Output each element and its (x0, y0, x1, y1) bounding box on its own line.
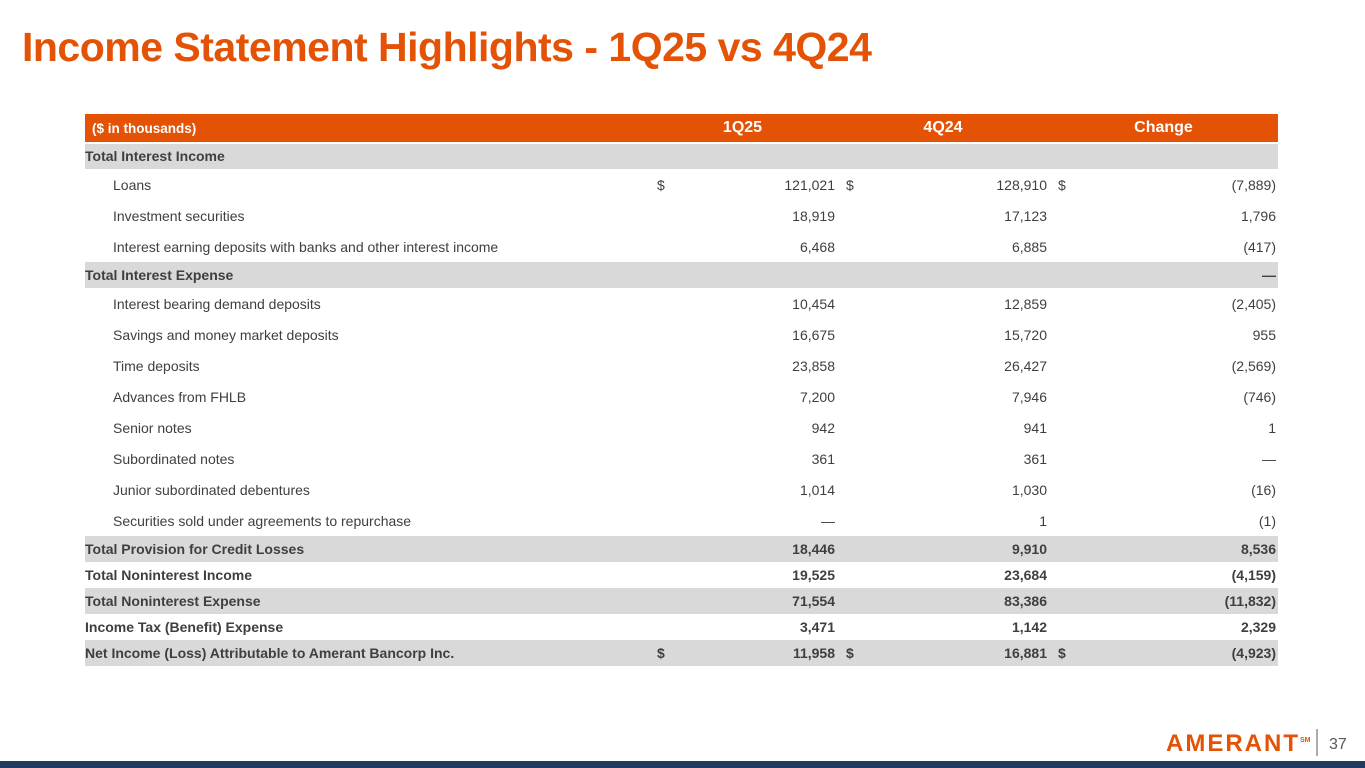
cell-value: (7,889) (1231, 176, 1276, 193)
row-value (1049, 350, 1278, 381)
row-value (837, 640, 1049, 666)
row-label: Subordinated notes (113, 450, 235, 467)
table-row (85, 288, 1278, 319)
row-value (648, 169, 837, 200)
table-row (85, 640, 1278, 666)
cell-value: (16) (1251, 481, 1276, 498)
row-value (837, 505, 1049, 536)
column-header-4q24: 4Q24 (923, 119, 963, 136)
row-label: Time deposits (113, 357, 200, 374)
row-value (1049, 588, 1278, 614)
logo-text: AMERANT (1166, 730, 1300, 757)
row-value (837, 562, 1049, 588)
dollar-sign: $ (657, 644, 665, 661)
row-value (837, 262, 1049, 288)
table-row (85, 614, 1278, 640)
cell-value: 71,554 (792, 592, 835, 609)
column-header-1q25: 1Q25 (722, 119, 763, 136)
row-value (648, 319, 837, 350)
table-row (85, 231, 1278, 262)
cell-value: 128,910 (996, 176, 1047, 193)
cell-value: (2,405) (1231, 295, 1276, 312)
row-value (837, 169, 1049, 200)
table-row (85, 443, 1278, 474)
amerant-logo (1166, 732, 1311, 756)
row-value (837, 200, 1049, 231)
row-label: Income Tax (Benefit) Expense (85, 619, 284, 636)
page-number: 37 (1329, 736, 1347, 753)
row-label: Interest bearing demand deposits (113, 295, 321, 312)
cell-value: 18,919 (792, 207, 835, 224)
row-value (648, 640, 837, 666)
cell-value: 18,446 (792, 540, 835, 557)
row-value (648, 474, 837, 505)
cell-value: 1,142 (1011, 619, 1047, 636)
row-value (1049, 288, 1278, 319)
dollar-sign: $ (1058, 644, 1066, 661)
cell-value: 17,123 (1004, 207, 1047, 224)
cell-value: 16,881 (1004, 644, 1047, 661)
row-value (648, 262, 837, 288)
row-value (837, 412, 1049, 443)
table-row (85, 412, 1278, 443)
table-row (85, 169, 1278, 200)
table-row (85, 562, 1278, 588)
cell-value: 10,454 (792, 295, 835, 312)
cell-value: 2,329 (1240, 619, 1276, 636)
row-value (837, 443, 1049, 474)
row-value (648, 200, 837, 231)
dollar-sign: $ (657, 176, 665, 193)
table-row (85, 262, 1278, 288)
row-value (648, 231, 837, 262)
row-value (837, 288, 1049, 319)
row-label: Savings and money market deposits (113, 326, 339, 343)
row-label: Total Noninterest Income (85, 567, 252, 584)
row-label: Advances from FHLB (113, 388, 247, 405)
row-value (1049, 381, 1278, 412)
row-label: Junior subordinated debentures (113, 481, 310, 498)
cell-value: 941 (1023, 419, 1047, 436)
row-value (648, 505, 837, 536)
cell-value: — (1262, 266, 1276, 283)
row-value (837, 350, 1049, 381)
row-value (1049, 143, 1278, 169)
cell-value: 19,525 (792, 567, 835, 584)
cell-value: 1,014 (799, 481, 835, 498)
cell-value: 11,958 (792, 644, 835, 661)
cell-value: (746) (1243, 388, 1276, 405)
row-label: Investment securities (113, 207, 245, 224)
cell-value: 12,859 (1004, 295, 1047, 312)
row-value (837, 231, 1049, 262)
cell-value: (417) (1243, 238, 1276, 255)
row-value (837, 614, 1049, 640)
cell-value: 361 (1023, 450, 1047, 467)
row-value (648, 614, 837, 640)
row-value (1049, 562, 1278, 588)
row-value (837, 474, 1049, 505)
row-value (837, 536, 1049, 562)
row-value (1049, 231, 1278, 262)
row-value (648, 443, 837, 474)
row-value (837, 381, 1049, 412)
table-row (85, 381, 1278, 412)
cell-value: (1) (1258, 512, 1276, 529)
cell-value: 6,468 (799, 238, 835, 255)
row-value (1049, 640, 1278, 666)
table-row (85, 350, 1278, 381)
dollar-sign: $ (846, 644, 854, 661)
row-value (648, 412, 837, 443)
table-body (85, 143, 1278, 666)
cell-value: 26,427 (1004, 357, 1047, 374)
row-value (648, 536, 837, 562)
table-row (85, 143, 1278, 169)
table-row (85, 319, 1278, 350)
table-row (85, 536, 1278, 562)
bottom-accent-bar (0, 761, 1365, 768)
row-label: Total Interest Expense (85, 266, 234, 283)
row-value (648, 562, 837, 588)
row-value (1049, 412, 1278, 443)
cell-value: (2,569) (1231, 357, 1276, 374)
cell-value: 23,684 (1004, 567, 1047, 584)
row-value (837, 588, 1049, 614)
row-label: Loans (113, 176, 152, 193)
row-value (1049, 319, 1278, 350)
cell-value: — (821, 512, 835, 529)
row-label: Total Provision for Credit Losses (85, 540, 305, 557)
cell-value: 15,720 (1004, 326, 1047, 343)
row-label: Total Noninterest Expense (85, 592, 261, 609)
row-value (837, 143, 1049, 169)
row-value (1049, 505, 1278, 536)
table-row (85, 505, 1278, 536)
cell-value: 7,946 (1011, 388, 1047, 405)
page-title: Income Statement Highlights - 1Q25 vs 4Q24 (22, 24, 872, 70)
cell-value: 7,200 (799, 388, 835, 405)
cell-value: 1 (1268, 419, 1276, 436)
row-value (1049, 262, 1278, 288)
cell-value: 942 (811, 419, 835, 436)
cell-value: 1 (1039, 512, 1047, 529)
cell-value: 8,536 (1240, 540, 1276, 557)
cell-value: 361 (811, 450, 835, 467)
row-value (648, 288, 837, 319)
row-value (648, 143, 837, 169)
dollar-sign: $ (846, 176, 854, 193)
row-value (648, 381, 837, 412)
cell-value: 9,910 (1011, 540, 1047, 557)
row-value (1049, 614, 1278, 640)
cell-value: 6,885 (1011, 238, 1047, 255)
row-value (837, 319, 1049, 350)
cell-value: 1,030 (1011, 481, 1047, 498)
row-label: Senior notes (113, 419, 192, 436)
row-value (1049, 443, 1278, 474)
cell-value: 121,021 (784, 176, 835, 193)
row-label: Securities sold under agreements to repurchase (113, 512, 412, 529)
row-value (1049, 169, 1278, 200)
table-header-row (85, 114, 1278, 143)
cell-value: — (1262, 450, 1276, 467)
table-row (85, 588, 1278, 614)
cell-value: 1,796 (1240, 207, 1276, 224)
cell-value: 83,386 (1004, 592, 1047, 609)
income-statement-table (85, 114, 1278, 667)
row-label: Total Interest Income (85, 148, 225, 165)
cell-value: (11,832) (1224, 592, 1276, 609)
footer-divider (1316, 729, 1318, 756)
cell-value: 16,675 (792, 326, 835, 343)
cell-value: (4,923) (1231, 644, 1276, 661)
cell-value: 955 (1252, 326, 1276, 343)
row-value (648, 588, 837, 614)
table-row (85, 474, 1278, 505)
row-label: Net Income (Loss) Attributable to Amerant Bancorp Inc. (85, 644, 455, 661)
table-row (85, 200, 1278, 231)
dollar-sign: $ (1058, 176, 1066, 193)
row-value (1049, 200, 1278, 231)
logo-trademark: SM (1300, 737, 1311, 744)
unit-label: ($ in thousands) (92, 120, 197, 136)
row-label: Interest earning deposits with banks and other interest income (113, 238, 499, 255)
row-value (1049, 474, 1278, 505)
column-header-change: Change (1134, 119, 1193, 136)
cell-value: (4,159) (1231, 567, 1276, 584)
cell-value: 23,858 (792, 357, 835, 374)
cell-value: 3,471 (799, 619, 835, 636)
row-value (648, 350, 837, 381)
row-value (1049, 536, 1278, 562)
